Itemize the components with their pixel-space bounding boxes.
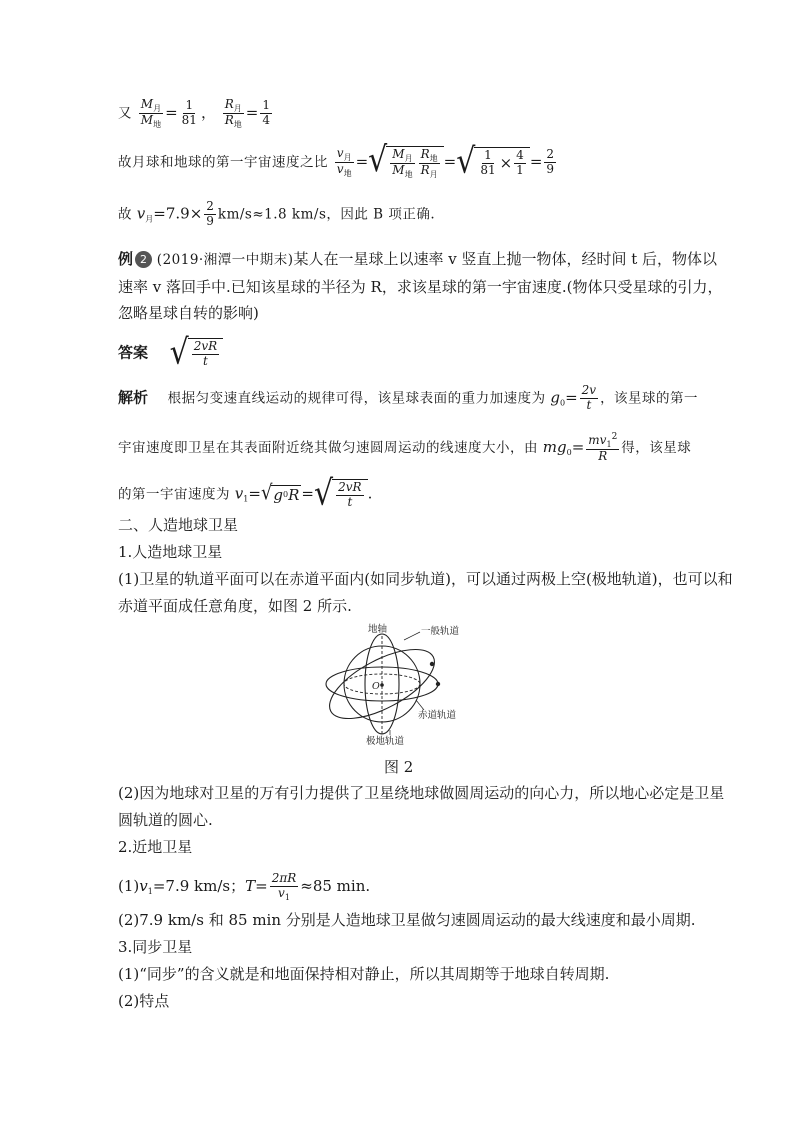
answer-line — [118, 332, 223, 373]
centripetal-fraction: $\frac{mv_1^2}{R}$ — [588, 432, 618, 464]
result-text: km/s≈1.8 km/s，因此 B 项正确. — [217, 206, 436, 223]
radius-ratio-fraction: $\frac{R_月}{R_地}$ — [224, 97, 242, 130]
example-text: 某人在一星球上以速率 v 竖直上抛一物体，经时间 t 后，物体以 — [293, 250, 718, 268]
label-polar-orbit: 极地轨道 — [366, 736, 405, 747]
velocity-ratio-fraction: $\frac{v_月}{v_地}$ — [336, 146, 352, 179]
mass-ratio-fraction: $\frac{M_月}{M_地}$ — [140, 97, 162, 130]
example-line-1 — [118, 251, 717, 268]
leader-general — [404, 632, 420, 640]
fraction-2-9: $\frac{2}{9}$ — [546, 147, 555, 177]
section-2-title: 二、人造地球卫星 — [118, 516, 239, 534]
near-earth-line-1: $(1)v_1=7.9$ km/s；T= $\frac{2\pi R}{v_1}$ ≈85 min. — [118, 871, 371, 902]
moon-velocity-line: 故 $v_月=7.9\times$ $\frac{2}{9}$ km/s≈1.8 km/s，因此 B 项正确. — [118, 199, 436, 228]
example-line-2: 速率 v 落回手中.已知该星球的半径为 R，求该星球的第一宇宙速度.(物体只受星球的引力， — [118, 278, 723, 296]
fraction-1-4: $\frac{1}{4}$ — [262, 98, 270, 128]
ratio-line: 又 $\frac{M_月}{M_地}$ = $\frac{1}{81}$ ， $\frac{R_月}{R_地}$ = $\frac{1}{4}$ — [118, 97, 270, 130]
sync-line-1: (1)“同步”的含义就是和地面保持相对静止，所以其周期等于地球自转周期. — [118, 965, 610, 983]
analysis-line-1: 解析 根据匀变速直线运动的规律可得，该星球表面的重力加速度为 $g_0=$ $\frac{2v}{t}$ ，该星球的第一 — [118, 383, 699, 412]
paragraph-2-line-2: 圆轨道的圆心. — [118, 811, 213, 829]
paragraph-1-line-1: (1)卫星的轨道平面可以在赤道平面内(如同步轨道)，可以通过两极上空(极地轨道)，也可以和 — [118, 570, 733, 588]
figure-caption: 图 2 — [384, 758, 414, 776]
label-general-orbit: 一般轨道 — [421, 626, 460, 637]
sqrt-expression-2: √ $\frac{1}{81}$ × $\frac{4}{1}$ — [456, 147, 530, 178]
sqrt-g0R: √ g 0 R — [260, 481, 300, 506]
subsection-1-title: 1.人造地球卫星 — [118, 543, 223, 561]
analysis-label: 解析 — [118, 388, 149, 407]
satellite-equatorial — [436, 682, 440, 686]
answer-formula: √ $\frac{2vR}{t}$ — [170, 338, 224, 369]
sqrt-2vR-t: √ $\frac{2vR}{t}$ — [314, 479, 368, 510]
sync-line-2: (2)特点 — [118, 992, 170, 1010]
example-source: (2019·湘潭一中期末) — [156, 252, 294, 268]
label-equatorial-orbit: 赤道轨道 — [418, 710, 457, 721]
satellite-general — [430, 662, 434, 666]
example-label: 例 — [118, 250, 134, 268]
near-earth-line-2: (2)7.9 km/s 和 85 min 分别是人造地球卫星做匀速圆周运动的最大线速度和最小周期. — [118, 911, 696, 929]
center-point — [380, 683, 384, 687]
period-fraction: $\frac{2\pi R}{v_1}$ — [271, 871, 297, 902]
velocity-ratio-text: 故月球和地球的第一宇宙速度之比 — [118, 154, 328, 171]
analysis-line-2: 宇宙速度即卫星在其表面附近绕其做匀速圆周运动的线速度大小，由 $mg_0=$ $\frac{mv_1^2}{R}$ 得，该星球 — [118, 432, 692, 464]
paragraph-1-line-2: 赤道平面成任意角度，如图 2 所示. — [118, 597, 352, 615]
analysis-line-3: 的第一宇宙速度为 $v_1=$ √ g 0 R = √ $\frac{2vR}{t}$ . — [118, 473, 373, 514]
example-number-badge: 2 — [135, 251, 152, 268]
prefix-text: 又 — [118, 105, 132, 122]
gravity-fraction: $\frac{2v}{t}$ — [581, 383, 597, 412]
paragraph-2-line-1: (2)因为地球对卫星的万有引力提供了卫星绕地球做圆周运动的向心力，所以地心必定是卫星 — [118, 784, 725, 802]
subsection-3-title: 3.同步卫星 — [118, 938, 193, 956]
label-axis: 地轴 — [368, 624, 388, 635]
label-center: O — [372, 681, 380, 692]
velocity-ratio-line: 故月球和地球的第一宇宙速度之比 $\frac{v_月}{v_地}$ = √ $\frac{M_月}{M_地}$ $\frac{R_地}{R_月}$ = √ $\frac{1}{81}$ × $\frac{4}{1}$ = $\frac{2}{9}$ — [118, 140, 555, 182]
subsection-2-title: 2.近地卫星 — [118, 838, 193, 856]
example-line-3: 忽略星球自转的影响) — [118, 304, 259, 322]
fraction-2-9b: $\frac{2}{9}$ — [206, 199, 214, 228]
sqrt-expression-1: √ $\frac{M_月}{M_地}$ $\frac{R_地}{R_月}$ — [368, 146, 443, 179]
leader-equatorial — [416, 700, 424, 710]
satellite-orbits-figure — [320, 622, 460, 750]
fraction-1-81: $\frac{1}{81}$ — [181, 98, 197, 128]
answer-label: 答案 — [118, 343, 149, 362]
